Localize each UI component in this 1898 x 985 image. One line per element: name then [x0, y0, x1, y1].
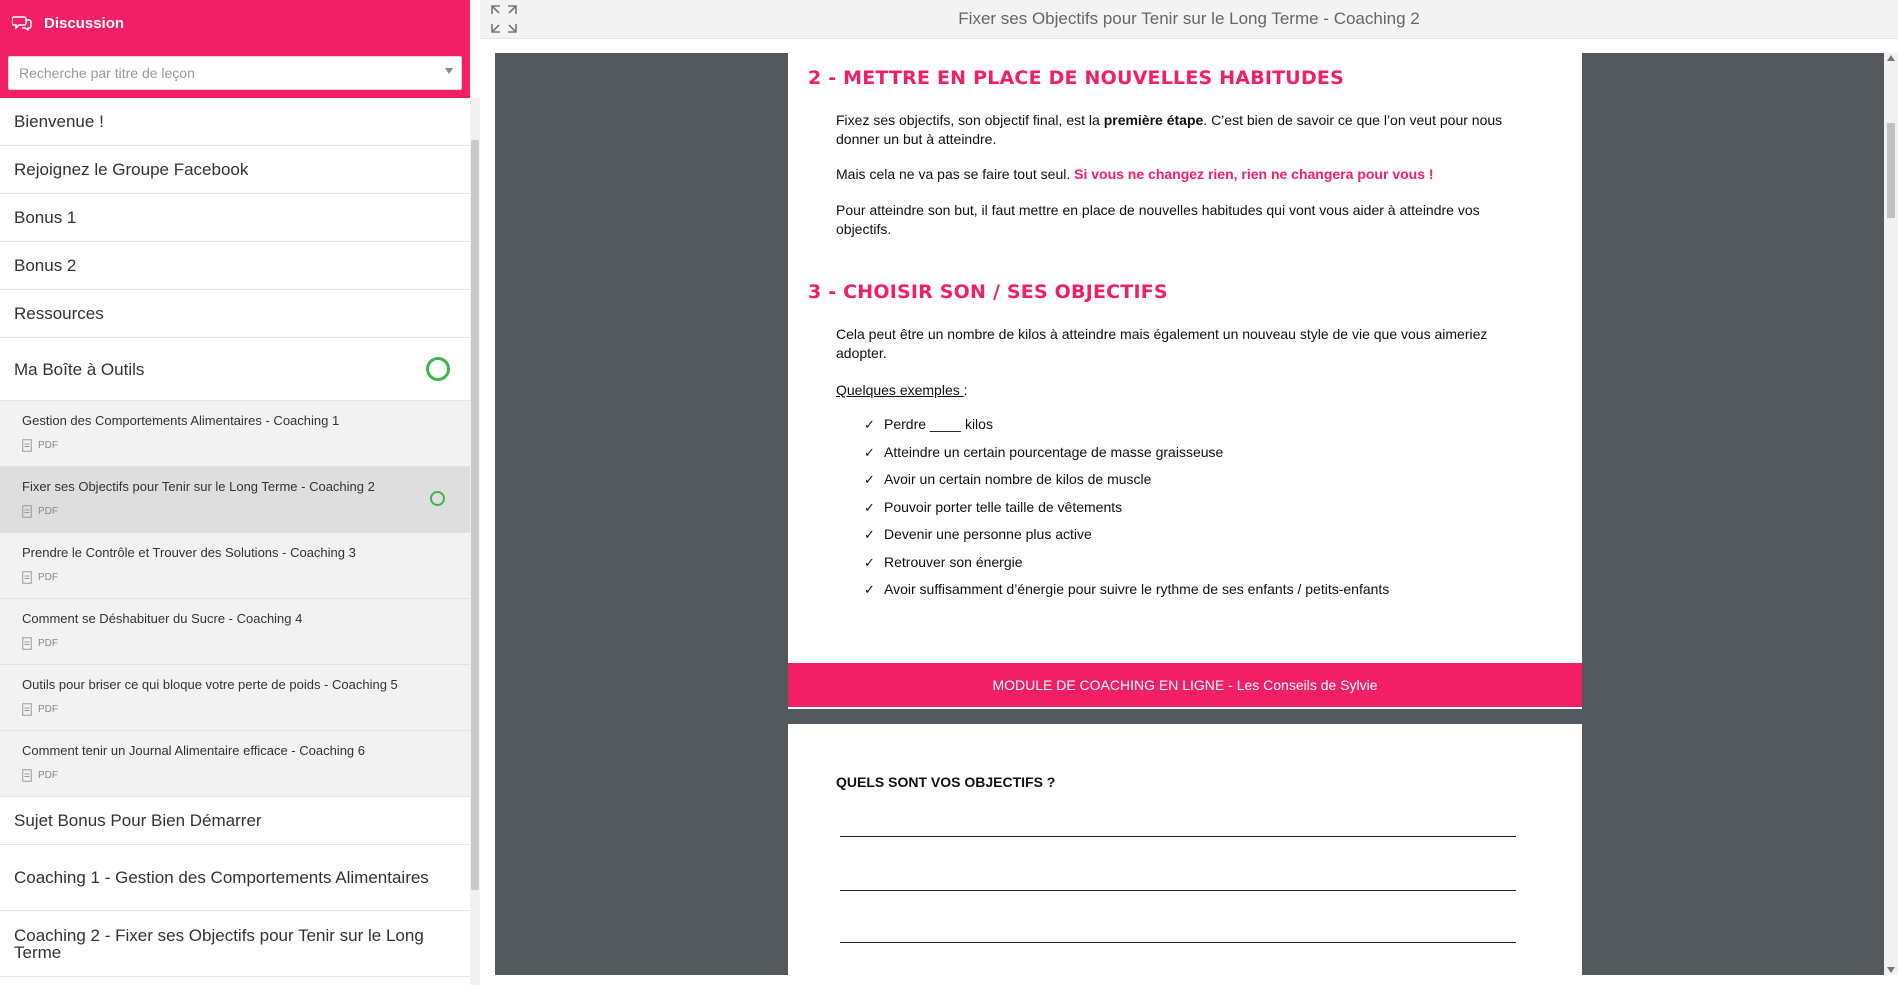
lesson-title: Ma Boîte à Outils [14, 359, 145, 379]
lesson-item[interactable] [0, 797, 470, 845]
lesson-search-select[interactable] [8, 56, 462, 90]
list-item-text: Retrouver son énergie [884, 553, 1023, 570]
sublesson-item[interactable] [0, 599, 470, 665]
lesson-title: Coaching 2 - Fixer ses Objectifs pour Tenir sur le Long Terme [14, 925, 424, 962]
document-viewer [480, 0, 1898, 985]
paragraph [836, 165, 1534, 184]
document-icon [22, 571, 32, 584]
sublesson-type: PDF [38, 440, 58, 451]
lesson-item-toolbox[interactable] [0, 338, 470, 401]
progress-circle-icon [430, 491, 445, 506]
list-item-text: Pouvoir porter telle taille de vêtements [884, 498, 1123, 515]
list-item [864, 415, 1389, 443]
scroll-down-arrow-icon[interactable] [1887, 967, 1895, 973]
list-item-text: Devenir une personne plus active [884, 526, 1092, 542]
lesson-item[interactable] [0, 146, 470, 194]
sublesson-item[interactable] [0, 665, 470, 731]
check-icon: ✓ [864, 582, 875, 597]
lesson-title: Ressources [14, 304, 104, 323]
chat-bubbles-icon [12, 15, 32, 31]
lesson-title: Rejoignez le Groupe Facebook [14, 160, 249, 179]
lesson-item[interactable] [0, 845, 470, 911]
sidebar-scrollbar-thumb[interactable] [471, 140, 479, 890]
sublesson-meta [22, 439, 448, 452]
answer-line [840, 890, 1516, 891]
scroll-up-arrow-icon[interactable] [1887, 55, 1895, 61]
list-item [864, 498, 1389, 526]
pdf-page [788, 53, 1582, 709]
section-heading: 3 - CHOISIR SON / SES OBJECTIFS [808, 281, 1168, 303]
sublesson-type: PDF [38, 704, 58, 715]
lesson-title: Sujet Bonus Pour Bien Démarrer [14, 811, 262, 830]
lesson-item[interactable] [0, 242, 470, 290]
viewer-toolbar [480, 0, 1898, 39]
lesson-item[interactable] [0, 911, 470, 977]
page-footer-banner: MODULE DE COACHING EN LIGNE - Les Conseils de Sylvie [788, 663, 1582, 707]
progress-circle-icon [426, 357, 450, 381]
sublesson-meta [22, 769, 448, 782]
sidebar-header [0, 0, 470, 98]
check-icon: ✓ [864, 499, 875, 515]
text-underlined: Quelques exemples [836, 382, 964, 398]
viewer-scrollbar-thumb[interactable] [1887, 123, 1895, 218]
document-icon [22, 703, 32, 716]
sublesson-title: Outils pour briser ce qui bloque votre perte de poids - Coaching 5 [22, 677, 398, 692]
sublesson-type: PDF [38, 572, 58, 583]
section-heading: 2 - METTRE EN PLACE DE NOUVELLES HABITUDES [808, 67, 1344, 89]
lesson-search-input[interactable] [9, 57, 439, 89]
lesson-title: Bienvenue ! [14, 112, 104, 131]
lesson-list [0, 98, 470, 977]
list-item-text: Avoir un certain nombre de kilos de muscle [884, 471, 1152, 487]
discussion-label: Discussion [44, 14, 125, 32]
sublesson-type: PDF [38, 770, 58, 781]
pdf-canvas [495, 53, 1884, 975]
paragraph: Pour atteindre son but, il faut mettre en place de nouvelles habitudes qui vont vous aider à atteindre vos objectifs. [836, 202, 1480, 237]
check-icon: ✓ [864, 554, 875, 570]
sublesson-title: Comment se Déshabituer du Sucre - Coaching 4 [22, 611, 303, 626]
sublesson-item[interactable] [0, 401, 470, 467]
sublesson-meta [22, 571, 448, 584]
discussion-link[interactable] [12, 12, 124, 34]
answer-line [840, 836, 1516, 837]
list-item-text: Atteindre un certain pourcentage de masse graisseuse [884, 443, 1224, 460]
lesson-title: Coaching 1 - Gestion des Comportements Alimentaires [14, 868, 429, 887]
list-item [864, 525, 1389, 553]
paragraph [836, 111, 1534, 149]
sublesson-meta [22, 703, 448, 716]
check-icon: ✓ [864, 444, 875, 460]
list-item-text: Avoir suffisamment d’énergie pour suivre le rythme de ses enfants / petits-enfants [884, 581, 1390, 597]
lesson-title: Bonus 2 [14, 256, 77, 275]
document-icon [22, 769, 32, 782]
sublesson-title: Comment tenir un Journal Alimentaire efficace - Coaching 6 [22, 743, 365, 758]
document-icon [22, 505, 32, 518]
sublesson-title: Fixer ses Objectifs pour Tenir sur le Long Terme - Coaching 2 [22, 479, 375, 494]
lesson-item[interactable] [0, 194, 470, 242]
document-icon [22, 637, 32, 650]
document-title: Fixer ses Objectifs pour Tenir sur le Long Terme - Coaching 2 [958, 9, 1420, 28]
check-icon: ✓ [864, 472, 875, 487]
answer-line [840, 942, 1516, 943]
document-icon [22, 439, 32, 452]
examples-list [864, 415, 1389, 608]
list-item [864, 470, 1389, 498]
sublesson-type: PDF [38, 506, 58, 517]
text-run: Mais cela ne va pas se faire tout seul. [836, 166, 1075, 182]
list-item [864, 443, 1389, 471]
check-icon: ✓ [864, 527, 875, 542]
sublesson-title: Gestion des Comportements Alimentaires - Coaching 1 [22, 413, 340, 428]
text-highlight: Si vous ne changez rien, rien ne changera pour vous ! [1074, 166, 1434, 182]
check-icon: ✓ [864, 417, 875, 432]
sublesson-meta [22, 637, 448, 650]
list-item [864, 553, 1389, 581]
sublesson-type: PDF [38, 638, 58, 649]
lesson-item[interactable] [0, 290, 470, 338]
text-run: . C’est bien de savoir ce que l’on veut pour nous donner un but à atteindre. [836, 112, 1503, 147]
paragraph: Cela peut être un nombre de kilos à atteindre mais également un nouveau style de vie que vous aimeriez adopter. [836, 326, 1488, 361]
list-item [864, 580, 1389, 608]
text-bold: première étape [1103, 112, 1204, 128]
lesson-title: Bonus 1 [14, 208, 77, 227]
sublesson-meta [22, 505, 448, 518]
dropdown-caret-icon[interactable] [445, 68, 453, 74]
text-run: Fixez ses objectifs, son objectif final, est la [836, 112, 1104, 128]
question-heading: QUELS SONT VOS OBJECTIFS ? [836, 774, 1056, 790]
lesson-item[interactable] [0, 98, 470, 146]
list-item-text: Perdre ____ kilos [884, 416, 993, 432]
sublesson-item-active[interactable] [0, 467, 470, 533]
pdf-page [788, 724, 1582, 975]
viewer-scrollbar[interactable] [1884, 53, 1898, 975]
lesson-sidebar [0, 0, 470, 985]
text-run: : [963, 382, 968, 398]
sublesson-title: Prendre le Contrôle et Trouver des Solutions - Coaching 3 [22, 545, 356, 560]
sublesson-item[interactable] [0, 731, 470, 797]
sublesson-item[interactable] [0, 533, 470, 599]
examples-label [836, 381, 1534, 400]
